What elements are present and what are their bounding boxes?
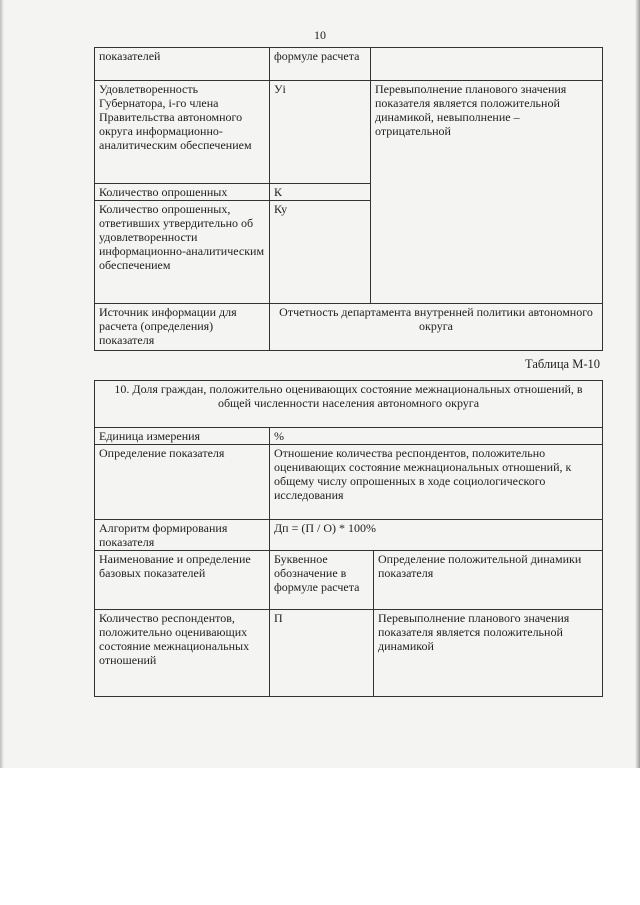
table-cell: Количество опрошенных, ответивших утвердительно об удовлетворенности информационно-аналитическим обеспечением	[95, 201, 270, 304]
table-row	[95, 445, 603, 520]
table-cell: Определение показателя	[95, 445, 270, 520]
table-cell	[371, 48, 603, 81]
table-cell: К	[270, 184, 371, 201]
table-cell: Наименование и определение базовых показателей	[95, 551, 270, 610]
table-cell: Единица измерения	[95, 428, 270, 445]
page-number: 10	[314, 28, 326, 42]
table-row	[95, 610, 603, 697]
table-cell: Удовлетворенность Губернатора, i-го члена Правительства автономного округа информационно-аналитическим обеспечением	[95, 81, 270, 184]
table-cell: показателей	[95, 48, 270, 81]
table-cell: Уi	[270, 81, 371, 184]
scan-left-edge	[0, 0, 4, 768]
table-row	[95, 428, 603, 445]
table-row	[95, 81, 603, 184]
table-cell: Отношение количества респондентов, положительно оценивающих состояние межнациональных отношений, к общему числу опрошенных в ходе социологического исследования	[270, 445, 603, 520]
table-row	[95, 520, 603, 551]
table-cell: Источник информации для расчета (определения) показателя	[95, 304, 270, 351]
table-cell: Перевыполнение планового значения показателя является положительной динамикой	[374, 610, 603, 697]
indicator-table-continued	[94, 47, 603, 351]
table-row	[95, 381, 603, 428]
indicator-table-m10	[94, 380, 603, 697]
table-cell: П	[270, 610, 374, 697]
table-caption: Таблица М-10	[525, 357, 600, 371]
table-cell: Дп = (П / О) * 100%	[270, 520, 603, 551]
table-cell: Количество респондентов, положительно оценивающих состояние межнациональных отношений	[95, 610, 270, 697]
table-cell: формуле расчета	[270, 48, 371, 81]
table-cell: Ку	[270, 201, 371, 304]
table-row	[95, 551, 603, 610]
table-row	[95, 48, 603, 81]
table-cell: Буквенное обозначение в формуле расчета	[270, 551, 374, 610]
dynamics-cell: Перевыполнение планового значения показателя является положительной динамикой, невыполнение – отрицательной	[371, 81, 603, 304]
table-cell: %	[270, 428, 603, 445]
table-cell: Алгоритм формирования показателя	[95, 520, 270, 551]
table-row	[95, 304, 603, 351]
scan-right-edge	[635, 0, 640, 768]
table-cell: Определение положительной динамики показателя	[374, 551, 603, 610]
table-cell: Отчетность департамента внутренней политики автономного округа	[270, 304, 603, 351]
table-title: 10. Доля граждан, положительно оценивающих состояние межнациональных отношений, в общей численности населения автономного округа	[95, 381, 603, 428]
table-cell: Количество опрошенных	[95, 184, 270, 201]
